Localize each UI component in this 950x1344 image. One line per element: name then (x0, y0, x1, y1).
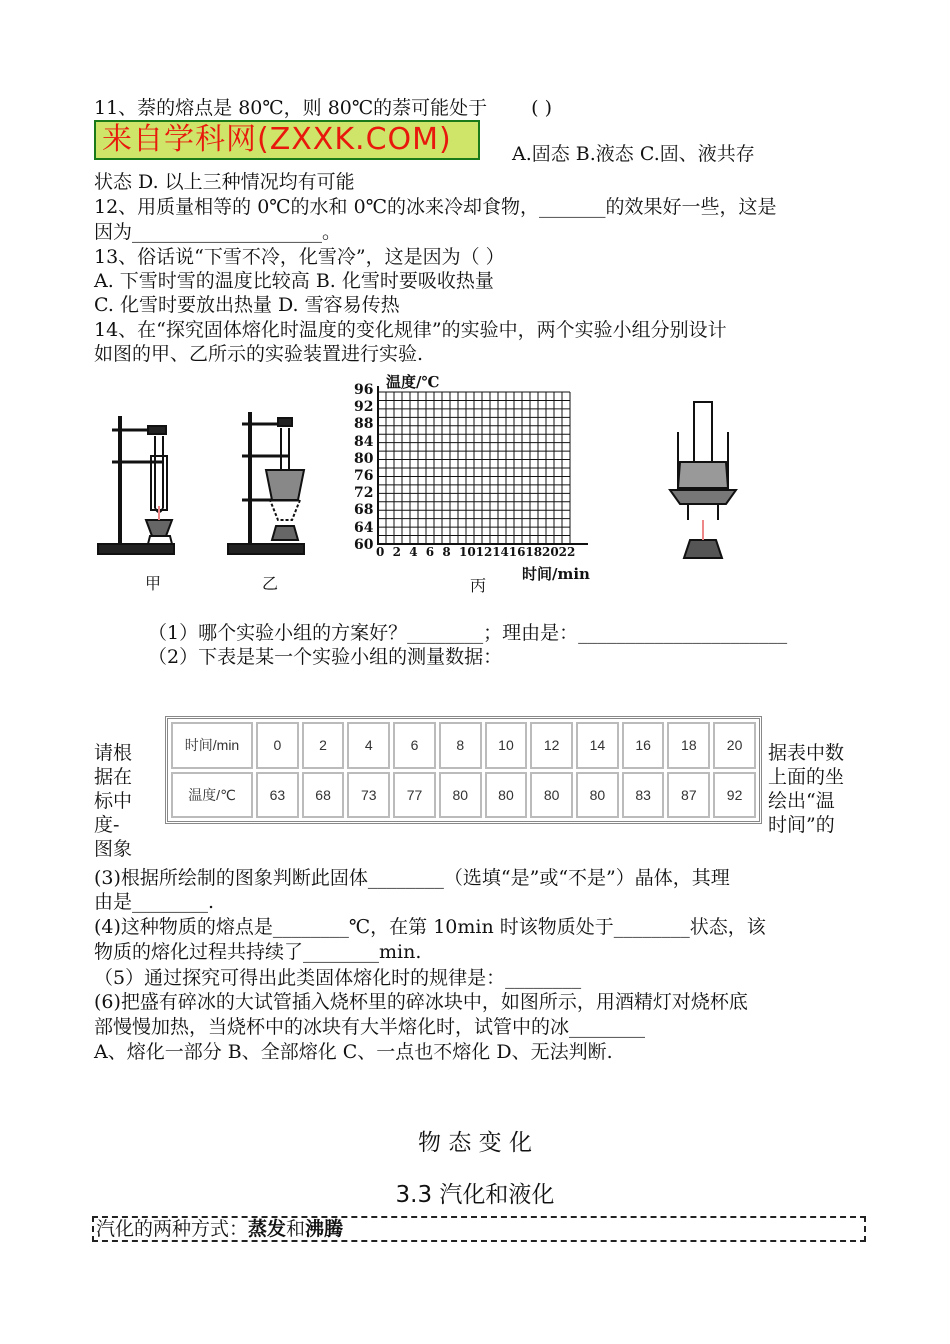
q13-options-row1: A. 下雪时雪的温度比较高 B. 化雪时要吸收热量 (94, 270, 494, 292)
q12-line2: 因为____________________。 (94, 221, 342, 243)
table-cell-temp: 68 (302, 772, 345, 819)
table-cell-time: 16 (622, 722, 665, 769)
table-cell-temp: 80 (439, 772, 482, 819)
summary-box: 汽化的两种方式：蒸发和沸腾 (92, 1216, 866, 1242)
y-tick-label: 72 (354, 485, 374, 502)
q14-sub4-line2: 物质的熔化过程共持续了________min. (94, 941, 422, 963)
y-tick-label: 88 (354, 416, 374, 433)
y-tick-label: 92 (354, 399, 374, 416)
x-tick-label: 4 (409, 545, 418, 559)
graph-ylabel: 温度/℃ (386, 373, 440, 391)
table-cell-time: 4 (347, 722, 390, 769)
q13-options-row2: C. 化雪时要放出热量 D. 雪容易传热 (94, 294, 400, 316)
table-cell-temp: 80 (576, 772, 619, 819)
q14-line1: 14、在“探究固体熔化时温度的变化规律”的实验中，两个实验小组分别设计 (94, 319, 727, 341)
table-cell-temp: 87 (667, 772, 710, 819)
x-tick-label: 8 (442, 545, 451, 559)
table-cell-temp: 80 (485, 772, 528, 819)
label-jia: 甲 (145, 574, 162, 593)
q13-stem: 13、俗话说“下雪不冷，化雪冷”，这是因为（ ） (94, 246, 505, 268)
q14-sub6-options: A、熔化一部分 B、全部熔化 C、一点也不熔化 D、无法判断. (94, 1041, 613, 1063)
y-tick-label: 64 (354, 519, 374, 536)
q14-sub3-line1: (3)根据所绘制的图象判断此固体________（选填“是”或“不是”）晶体，其理 (94, 867, 730, 889)
table-cell-temp: 77 (393, 772, 436, 819)
x-tick-label: 12 (475, 545, 493, 559)
label-yi: 乙 (262, 574, 279, 593)
q14-sub2: （2）下表是某一个实验小组的测量数据： (148, 646, 503, 668)
table-cell-temp: 92 (713, 772, 756, 819)
table-cell-temp: 73 (347, 772, 390, 819)
table-cell-temp: 63 (256, 772, 299, 819)
y-tick-label: 68 (354, 502, 374, 519)
x-tick-label: 14 (492, 545, 509, 559)
graph-xlabel: 时间/min (522, 565, 590, 583)
table-cell-time: 20 (713, 722, 756, 769)
y-tick-label: 80 (354, 450, 374, 467)
q14-sub6-line2: 部慢慢加热，当烧杯中的冰块有大半熔化时，试管中的冰________ (94, 1016, 646, 1038)
table-cell-time: 10 (485, 722, 528, 769)
y-tick-label: 76 (354, 468, 374, 484)
table-cell-time: 6 (393, 722, 436, 769)
measurement-table (165, 716, 762, 824)
temperature-time-grid (378, 386, 588, 544)
table-cell-time: 14 (576, 722, 619, 769)
q11-stem: 11、萘的熔点是 80℃，则 80℃的萘可能处于 ( ) (94, 97, 552, 119)
y-tick-label: 96 (354, 382, 374, 398)
side-text-right: 据表中数 上面的坐 绘出“温 时间”的 (768, 742, 845, 836)
apparatus-beaker (670, 402, 736, 558)
x-tick-label: 0 (376, 545, 385, 559)
side-text-left: 请根 据在 标中 度- 图象 (94, 742, 133, 860)
q14-sub4-line1: (4)这种物质的熔点是________℃，在第 10min 时该物质处于________状态，该 (94, 916, 766, 938)
x-tick-label: 18 (525, 545, 543, 559)
section-title: 物 态 变 化 (418, 1130, 532, 1156)
label-bing: 丙 (470, 576, 487, 595)
experiment-figures (0, 0, 950, 600)
table-header-temp: 温度/℃ (171, 772, 253, 819)
y-tick-label: 60 (354, 536, 374, 553)
table-row-temp (171, 772, 756, 819)
x-tick-label: 22 (558, 545, 576, 559)
table-cell-time: 2 (302, 722, 345, 769)
x-tick-label: 20 (542, 545, 559, 559)
table-cell-time: 12 (530, 722, 573, 769)
x-tick-label: 10 (459, 545, 476, 559)
table-header-time: 时间/min (171, 722, 253, 769)
q12-line1: 12、用质量相等的 0℃的水和 0℃的冰来冷却食物，_______的效果好一些，这是 (94, 196, 777, 218)
q14-sub3-line2: 由是________. (94, 891, 215, 913)
x-tick-label: 6 (425, 545, 435, 559)
q11-options-tail: 状态 D. 以上三种情况均有可能 (94, 171, 355, 193)
zxxk-logo: 来自学科网(ZXXK.COM) (94, 120, 480, 160)
y-tick-label: 84 (354, 433, 374, 450)
q14-sub1: （1）哪个实验小组的方案好？________；理由是：______________________ (148, 622, 788, 644)
table-cell-time: 0 (256, 722, 299, 769)
table-cell-time: 8 (439, 722, 482, 769)
q14-sub6-line1: (6)把盛有碎冰的大试管插入烧杯里的碎冰块中，如图所示，用酒精灯对烧杯底 (94, 991, 748, 1013)
apparatus-yi (228, 412, 304, 554)
apparatus-jia (98, 416, 174, 554)
q14-line2: 如图的甲、乙所示的实验装置进行实验. (94, 343, 424, 365)
table-cell-temp: 80 (530, 772, 573, 819)
x-tick-label: 2 (392, 545, 401, 559)
x-tick-label: 16 (508, 545, 526, 559)
q11-options: A.固态 B.液态 C.固、液共存 (512, 143, 755, 165)
table-cell-temp: 83 (622, 772, 665, 819)
table-cell-time: 18 (667, 722, 710, 769)
q14-sub5: （5）通过探究可得出此类固体熔化时的规律是：________ (94, 967, 582, 989)
section-subtitle: 3.3 汽化和液化 (395, 1182, 555, 1208)
table-row-time (171, 722, 756, 769)
